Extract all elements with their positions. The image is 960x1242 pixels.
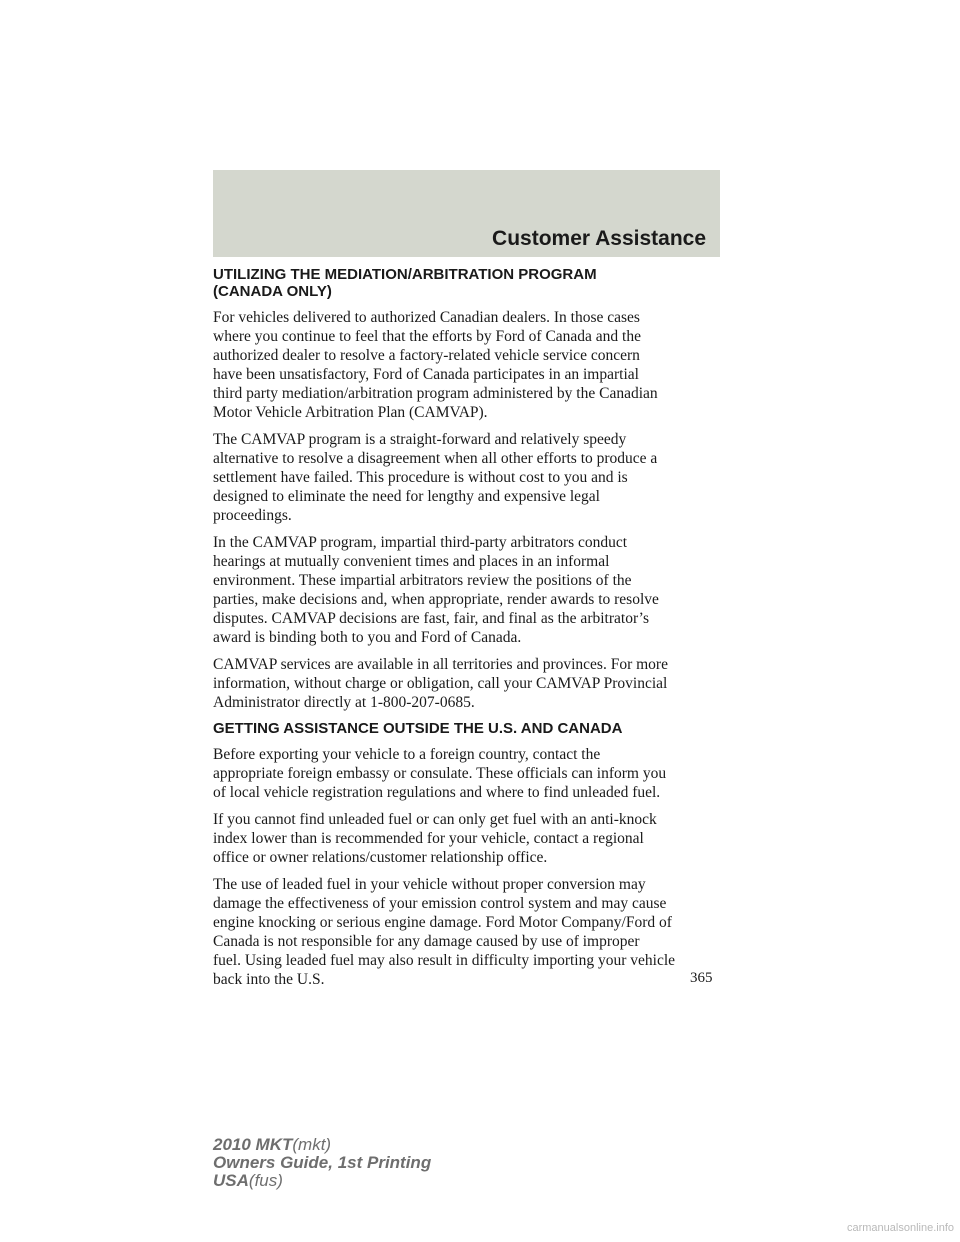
paragraph-line: engine knocking or serious engine damage. Ford Motor Company/Ford of [213,914,672,931]
body-paragraph [213,308,720,422]
footer-market: USA [213,1171,249,1190]
paragraph-line: In the CAMVAP program, impartial third-party arbitrators conduct [213,534,628,551]
section-heading [213,720,720,737]
footer-model-code: (mkt) [292,1135,332,1154]
paragraph-line: Before exporting your vehicle to a foreign country, contact the [213,746,601,763]
heading-line: (CANADA ONLY) [213,283,332,300]
section-heading [213,266,720,300]
paragraph-line: The CAMVAP program is a straight-forward and relatively speedy [213,431,627,448]
heading-line: UTILIZING THE MEDIATION/ARBITRATION PROGRAM [213,266,597,283]
print-footer [213,1136,431,1190]
paragraph-line: disputes. CAMVAP decisions are fast, fair, and final as the arbitrator’s [213,610,650,627]
paragraph-line: Canada is not responsible for any damage caused by use of improper [213,933,640,950]
paragraph-line: award is binding both to you and Ford of Canada. [213,629,522,646]
paragraph-line: designed to eliminate the need for lengthy and expensive legal [213,488,600,505]
footer-printing: Owners Guide, 1st Printing [213,1153,432,1172]
paragraph-line: back into the U.S. [213,971,325,988]
footer-model: 2010 MKT [213,1135,293,1154]
paragraph-line: If you cannot find unleaded fuel or can only get fuel with an anti-knock [213,811,657,828]
paragraph-line: appropriate foreign embassy or consulate. These officials can inform you [213,765,667,782]
paragraph-line: information, without charge or obligation, call your CAMVAP Provincial [213,675,668,692]
paragraph-line: parties, make decisions and, when appropriate, render awards to resolve [213,591,659,608]
paragraph-line: CAMVAP services are available in all territories and provinces. For more [213,656,668,673]
paragraph-line: The use of leaded fuel in your vehicle without proper conversion may [213,876,646,893]
footer-line-3 [213,1172,431,1190]
paragraph-line: For vehicles delivered to authorized Canadian dealers. In those cases [213,309,640,326]
body-paragraph [213,745,720,802]
section-header-band [213,170,720,257]
watermark-link[interactable]: carmanualsonline.info [846,1222,954,1234]
paragraph-line: Motor Vehicle Arbitration Plan (CAMVAP). [213,404,488,421]
body-paragraph [213,533,720,647]
heading-line: GETTING ASSISTANCE OUTSIDE THE U.S. AND CANADA [213,720,623,737]
paragraph-line: index lower than is recommended for your vehicle, contact a regional [213,830,644,847]
body-paragraph [213,655,720,712]
body-paragraph [213,875,720,989]
paragraph-line: settlement have failed. This procedure is without cost to you and is [213,469,628,486]
paragraph-line: proceedings. [213,507,292,524]
page-number: 365 [690,970,713,986]
paragraph-line: authorized dealer to resolve a factory-related vehicle service concern [213,347,640,364]
footer-market-code: (fus) [248,1171,283,1190]
paragraph-line: damage the effectiveness of your emission control system and may cause [213,895,667,912]
body-paragraph [213,430,720,525]
page-body [213,266,720,997]
paragraph-line: third party mediation/arbitration program administered by the Canadian [213,385,658,402]
paragraph-line: Administrator directly at 1-800-207-0685. [213,694,475,711]
paragraph-line: fuel. Using leaded fuel may also result in difficulty importing your vehicle [213,952,676,969]
section-title: Customer Assistance [492,227,706,250]
paragraph-line: where you continue to feel that the efforts by Ford of Canada and the [213,328,641,345]
paragraph-line: office or owner relations/customer relationship office. [213,849,548,866]
body-paragraph [213,810,720,867]
paragraph-line: have been unsatisfactory, Ford of Canada participates in an impartial [213,366,639,383]
paragraph-line: environment. These impartial arbitrators review the positions of the [213,572,632,589]
paragraph-line: alternative to resolve a disagreement when all other efforts to produce a [213,450,658,467]
footer-line-1 [213,1136,431,1154]
paragraph-line: hearings at mutually convenient times and places in an informal [213,553,610,570]
paragraph-line: of local vehicle registration regulations and where to find unleaded fuel. [213,784,661,801]
